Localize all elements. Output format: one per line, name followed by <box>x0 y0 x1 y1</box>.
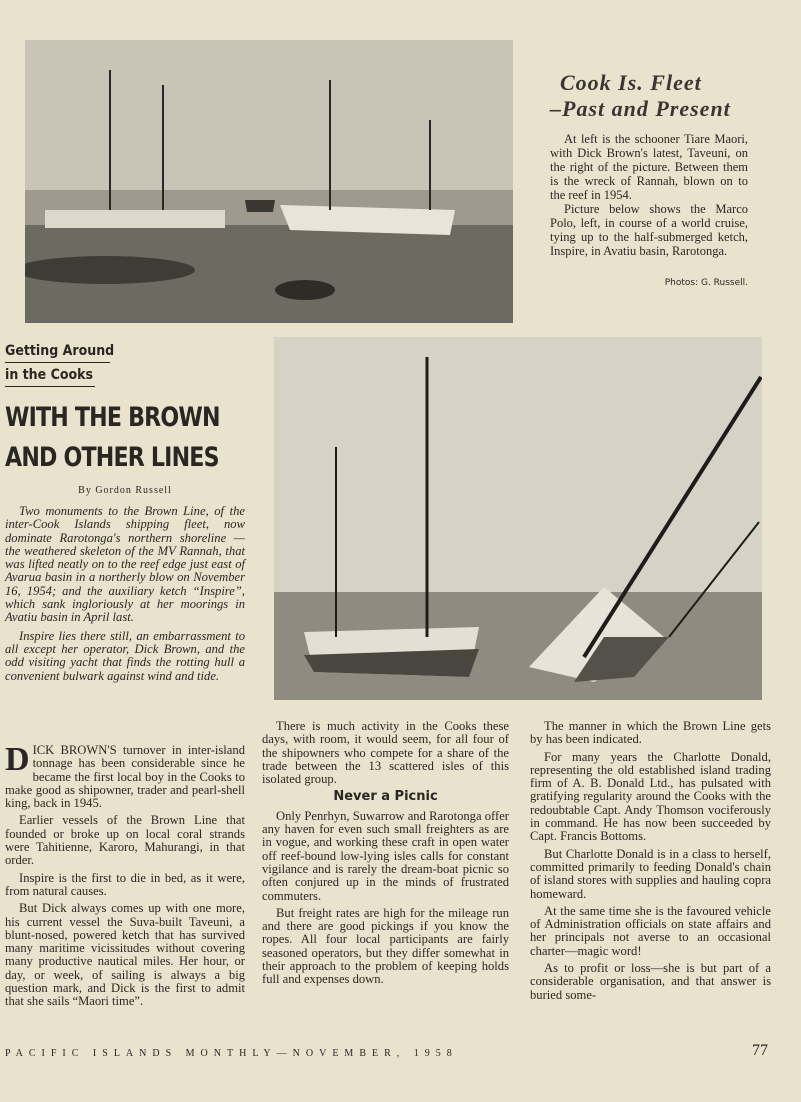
article-column-2 <box>262 720 509 991</box>
col2-paragraph-2: Only Penrhyn, Suwarrow and Rarotonga offer any haven for even such small freighters as are in vogue, and working these craft in open water off reef-bound low-lying isles calls for constant vigilance and is rarely the dream-boat picnic so often conjured up in the minds of frustrated commuters. <box>262 808 509 903</box>
col3-paragraph-1: The manner in which the Brown Line gets by has been indicated. <box>530 719 771 747</box>
byline: By Gordon Russell <box>78 485 172 496</box>
col1-paragraph-1 <box>5 741 245 811</box>
drop-cap: D <box>5 741 30 778</box>
article-column-3 <box>530 720 771 1006</box>
col3-paragraph-5: As to profit or loss—she is but part of a considerable organisation, and that answer is buried some- <box>530 961 771 1002</box>
col3-paragraph-4: At the same time she is the favoured vehicle of Administration officials on state affairs and her principals not averse to an occasional charter—magic word! <box>530 903 771 958</box>
article-column-1 <box>5 741 245 1013</box>
page-title-line2: –Past and Present <box>550 96 731 121</box>
page-title-line1: Cook Is. Fleet <box>560 70 702 95</box>
col3-paragraph-3: But Charlotte Donald is in a class to herself, committed primarily to feeding Donald's chain of island stores with supplies and hauling copra homeward. <box>530 846 771 901</box>
middle-photo-sunken-ketch <box>274 337 762 700</box>
photo-credit: Photos: G. Russell. <box>664 278 748 288</box>
col3-paragraph-2: For many years the Charlotte Donald, representing the old established island trading firm of A. B. Donald Ltd., has pulsated with gratifying regularity around the Cooks with the redoubtable Capt. Andy Thomson vociferously in command. He has now been succeeded by Capt. Francis Bottoms. <box>530 749 771 844</box>
subheading-never-a-picnic: Never a Picnic <box>333 789 438 805</box>
top-photo-schooners <box>25 40 513 323</box>
col1-paragraph-4: But Dick always comes up with one more, his current vessel the Suva-built Taveuni, a blunt-nosed, powered ketch that has survived many maritime vicissitudes without covering many productive nautical miles. Her hour, or day, or week, of sailing is always a big question mark, and Dick is the first to admit that she sails “Maori time”. <box>5 901 245 1009</box>
section-kicker-line1: Getting Around <box>5 343 115 359</box>
page-number: 77 <box>752 1042 768 1059</box>
col2-paragraph-3: But freight rates are high for the mileage run and there are good pickings if you know the ropes. All four local participants are fairly seasoned operators, but they differ somewhat in their approach to the problem of keeping holds full and expenses down. <box>262 905 509 987</box>
section-kicker-line2: in the Cooks <box>5 367 94 383</box>
headline-line2: AND OTHER LINES <box>5 442 219 473</box>
intro-paragraph-2: Inspire lies there still, an embarrassment to all except her operator, Dick Brown, and the odd visiting yacht that finds the rotting hull a convenient bulwark against wind and tide. <box>5 628 245 683</box>
col1-paragraph-1-text: ICK BROWN'S turnover in inter-island tonnage has been considerable since he became the first local boy in the Cooks to make good as shipowner, trader and pearl-shell king, back in 1945. <box>5 743 245 811</box>
photo-caption <box>550 132 748 258</box>
caption-paragraph-1: At left is the schooner Tiare Maori, with Dick Brown's latest, Taveuni, on the right of the picture. Between them is the wreck of Rannah, blown on to the reef in 1954. <box>550 132 748 202</box>
col1-paragraph-3: Inspire is the first to die in bed, as it were, from natural causes. <box>5 870 245 898</box>
kicker-rule <box>5 362 110 363</box>
caption-paragraph-2: Picture below shows the Marco Polo, left, in course of a world cruise, tying up to the half-submerged ketch, Inspire, in Avatiu basin, Rarotonga. <box>550 202 748 258</box>
footer-magazine-line: PACIFIC ISLANDS MONTHLY—NOVEMBER, 1958 <box>5 1048 458 1059</box>
headline-line1: WITH THE BROWN <box>5 402 220 433</box>
article-intro <box>5 505 245 688</box>
col2-paragraph-1: There is much activity in the Cooks these days, with room, it would seem, for all four of the shipowners who compete for a share of the trade between the 13 scattered isles of this isolated group. <box>262 719 509 787</box>
col1-paragraph-2: Earlier vessels of the Brown Line that founded or broke up on local coral strands were Tahitienne, Karoro, Mahurangi, in that order. <box>5 813 245 868</box>
kicker-rule <box>5 386 95 387</box>
intro-paragraph-1: Two monuments to the Brown Line, of the inter-Cook Islands shipping fleet, now dominate Rarotonga's northern shoreline — the weathered skeleton of the MV Rannah, that was lifted neatly on to the reef edge just east of Avarua basin in a northerly blow on November 16, 1954; and the auxiliary ketch “Inspire”, which sank ingloriously at her moorings in Avatiu basin in April last. <box>5 504 245 625</box>
